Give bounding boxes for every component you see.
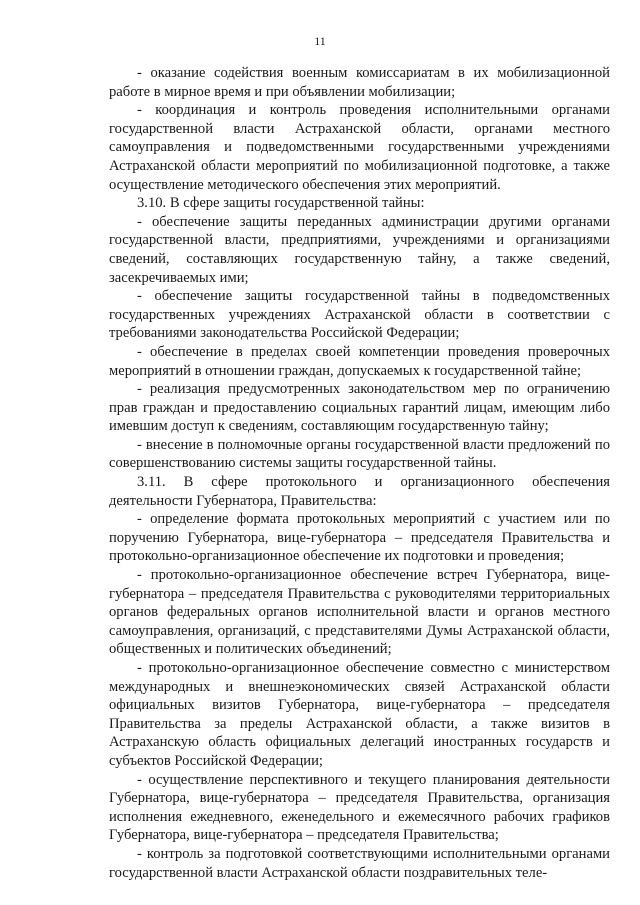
paragraph: - протокольно-организационное обеспечение встреч Губернатора, вице-губернатора – председателя Правительства с руководителями территориальных органов федеральных органов исполнительной власти и органов местного самоуправления, организаций, с представителями Думы Астраханской области, общественных и политических объединений;	[109, 567, 610, 658]
paragraph: - обеспечение защиты государственной тайны в подведомственных государственных учреждениях Астраханской области в соответствии с требованиями законодательства Российской Федерации;	[109, 288, 610, 342]
section-heading: 3.11. В сфере протокольного и организационного обеспечения деятельности Губернатора, Правительства:	[109, 474, 610, 509]
paragraph: - протокольно-организационное обеспечение совместно с министерством международных и внешнеэкономических связей Астраханской области официальных визитов Губернатора, вице-губернатора – председателя Правительства за пределы Астраханской области, а также визитов в Астраханскую область официальных делегаций иностранных государств и субъектов Российской Федерации;	[109, 660, 610, 769]
paragraph: - оказание содействия военным комиссариатам в их мобилизационной работе в мирное время и при объявлении мобилизации;	[109, 65, 610, 100]
section-heading: 3.10. В сфере защиты государственной тайны:	[137, 195, 425, 212]
paragraph: - обеспечение в пределах своей компетенции проведения проверочных мероприятий в отношении граждан, допускаемых к государственной тайне;	[109, 343, 610, 379]
page-number: 11	[314, 34, 326, 48]
paragraph: - реализация предусмотренных законодательством мер по ограничению прав граждан и предоставлению социальных гарантий лицам, имеющим либо имевшим доступ к сведениям, составляющим государственную тайну;	[109, 381, 610, 435]
paragraph: - определение формата протокольных мероприятий с участием или по поручению Губернатора, вице-губернатора – председателя Правительства и протокольно-организационное обеспечение их подготовки и проведения;	[109, 511, 610, 565]
document-body	[109, 64, 610, 882]
paragraph: - осуществление перспективного и текущего планирования деятельности Губернатора, вице-губернатора – председателя Правительства, организация исполнения ежедневного, еженедельного и ежемесячного рабочих графиков Губернатора, вице-губернатора – председателя Правительства;	[109, 771, 610, 844]
paragraph: - контроль за подготовкой соответствующими исполнительными органами государственной власти Астраханской области поздравительных теле-	[109, 845, 610, 881]
paragraph: - обеспечение защиты переданных администрации другими органами государственной власти, предприятиями, учреждениями и организациями сведений, составляющих государственную тайну, а также сведений, засекречиваемых ими;	[109, 213, 610, 286]
paragraph: - координация и контроль проведения исполнительными органами государственной власти Астраханской области, органами местного самоуправления и подведомственными государственными учреждениями Астраханской области мероприятий по мобилизационной подготовке, а также осуществление методического обеспечения этих мероприятий.	[109, 102, 610, 193]
paragraph: - внесение в полномочные органы государственной власти предложений по совершенствованию системы защиты государственной тайны.	[109, 436, 610, 472]
